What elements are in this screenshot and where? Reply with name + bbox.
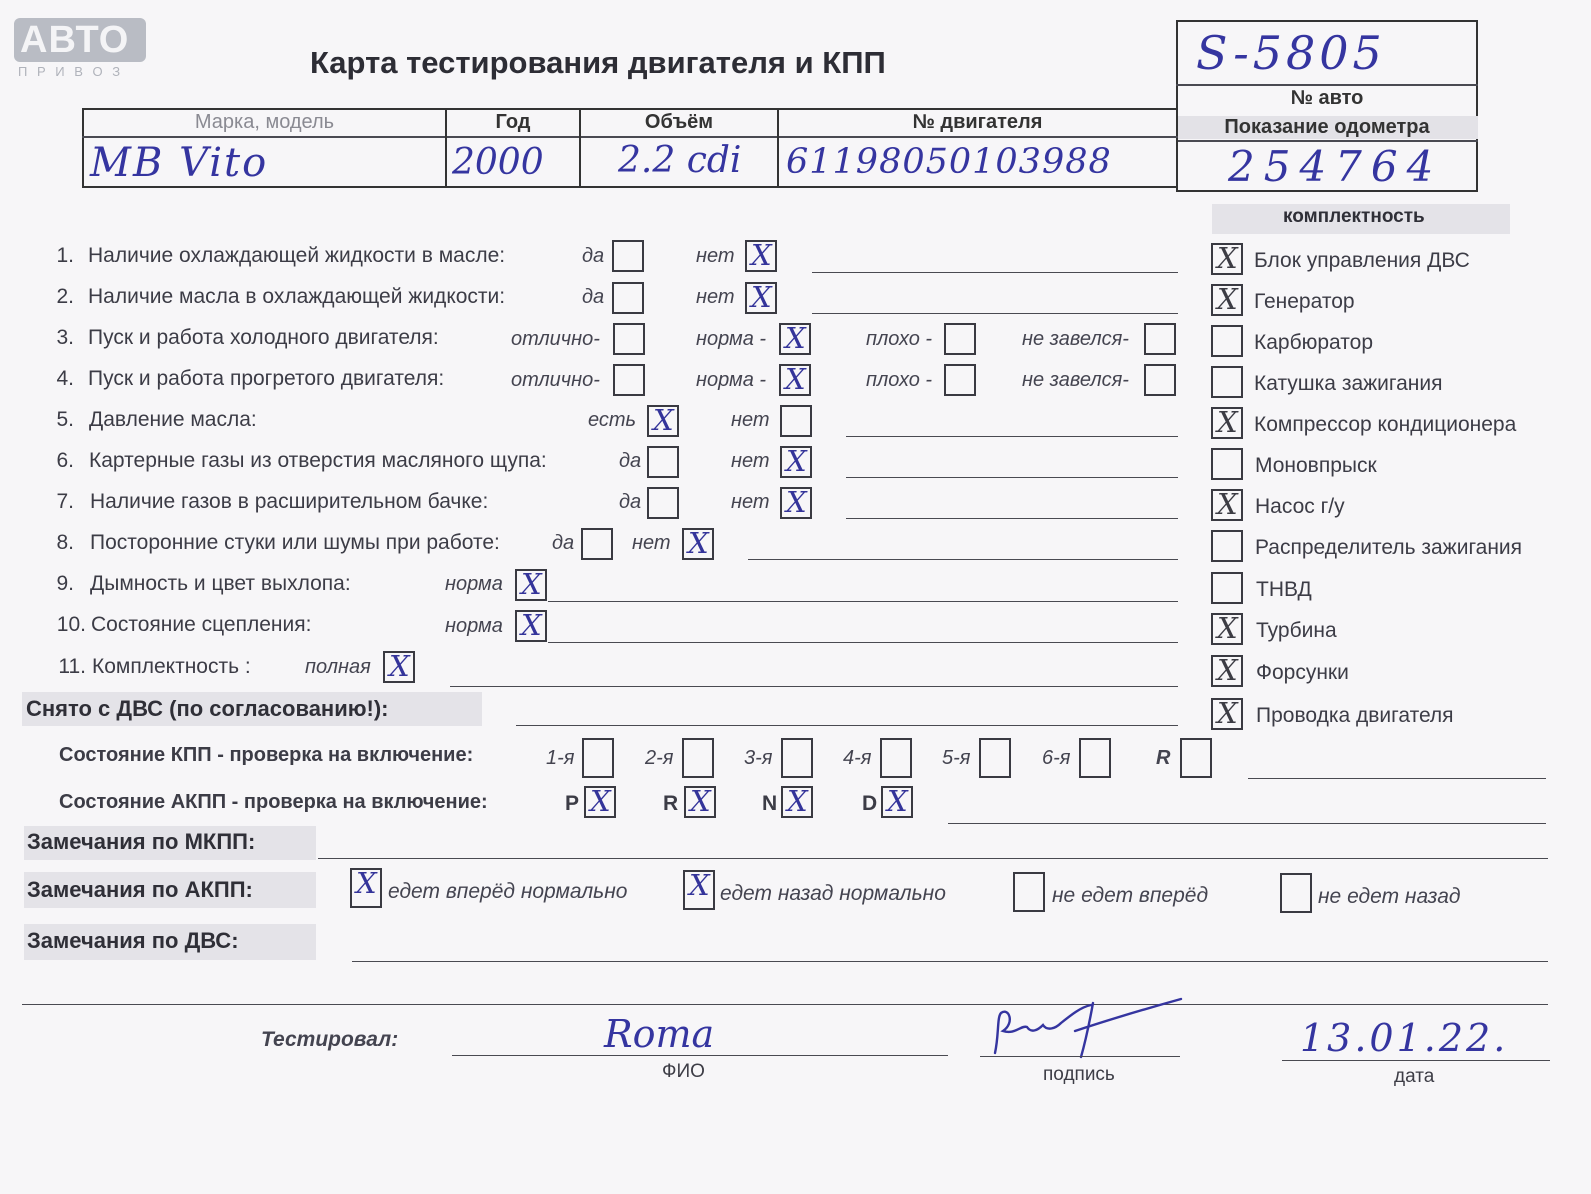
completeness-checkbox[interactable]	[1211, 530, 1243, 562]
signature	[985, 995, 1195, 1065]
checkbox-row5-no[interactable]	[780, 405, 812, 437]
checklist-label: Наличие масла в охлаждающей жидкости:	[88, 285, 506, 308]
akpp-option-checkbox-no-forward[interactable]	[1013, 872, 1045, 912]
option-label: да	[619, 450, 642, 472]
option-label: плохо -	[866, 369, 933, 391]
checklist-label: Пуск и работа холодного двигателя:	[88, 326, 439, 349]
mkpp-check-label: Состояние КПП - проверка на включение:	[59, 744, 474, 766]
checkbox-row3-normal[interactable]	[779, 323, 811, 355]
completeness-checkbox[interactable]	[1211, 407, 1243, 439]
date-caption: дата	[1394, 1066, 1435, 1087]
akpp-check-label: Состояние АКПП - проверка на включение:	[59, 791, 488, 813]
checkbox-row2-no[interactable]	[745, 282, 777, 314]
completeness-header: комплектность	[1283, 206, 1425, 227]
page-title: Карта тестирования двигателя и КПП	[310, 45, 886, 80]
checkbox-row5-yes[interactable]	[647, 405, 679, 437]
remarks-mkpp-label: Замечания по МКПП:	[27, 829, 256, 854]
completeness-label: Блок управления ДВС	[1254, 249, 1470, 272]
akpp-option-label: не едет назад	[1318, 885, 1461, 908]
gear-label: 1-я	[546, 747, 575, 769]
row-number: 4.	[56, 367, 74, 390]
akpp-gear-label: R	[663, 792, 679, 815]
checkbox-row3-excellent[interactable]	[613, 323, 645, 355]
completeness-checkbox[interactable]	[1211, 572, 1243, 604]
checklist-label: Дымность и цвет выхлопа:	[90, 572, 351, 595]
remarks-akpp-label: Замечания по АКПП:	[27, 877, 253, 902]
akpp-checkbox-n[interactable]	[781, 786, 813, 818]
gear-label: 6-я	[1042, 747, 1071, 769]
option-label: отлично-	[511, 369, 600, 391]
row-number: 10.	[56, 613, 86, 636]
value-volume: 2.2 cdi	[618, 140, 742, 181]
akpp-option-checkbox-forward-ok[interactable]	[350, 868, 382, 908]
gear-checkbox-2[interactable]	[682, 738, 714, 778]
header-engine-number: № двигателя	[912, 111, 1043, 133]
gear-checkbox-3[interactable]	[781, 738, 813, 778]
odometer-value: 254764	[1228, 142, 1443, 191]
completeness-checkbox[interactable]	[1211, 489, 1243, 521]
checkbox-row6-yes[interactable]	[647, 446, 679, 478]
option-label: норма	[445, 573, 503, 595]
checkbox-row7-no[interactable]	[780, 487, 812, 519]
checklist-label: Наличие охлаждающей жидкости в масле:	[88, 244, 506, 267]
checkbox-row1-yes[interactable]	[612, 240, 644, 272]
completeness-checkbox[interactable]	[1211, 284, 1243, 316]
checkbox-row8-no[interactable]	[682, 528, 714, 560]
auto-number-value: S-5805	[1196, 26, 1386, 80]
checkbox-row1-no[interactable]	[745, 240, 777, 272]
option-label: нет	[696, 245, 735, 267]
completeness-label: Катушка зажигания	[1254, 372, 1443, 395]
option-label: есть	[588, 409, 637, 431]
akpp-option-checkbox-reverse-ok[interactable]	[683, 870, 715, 910]
row-number: 11.	[58, 655, 86, 678]
gear-checkbox-1[interactable]	[582, 738, 614, 778]
completeness-label: Форсунки	[1256, 661, 1349, 684]
option-label: да	[582, 286, 605, 308]
option-label: норма -	[696, 369, 767, 391]
akpp-option-label: едет вперёд нормально	[388, 880, 628, 903]
header-year: Год	[495, 111, 531, 133]
checklist-label: Пуск и работа прогретого двигателя:	[88, 367, 445, 390]
option-label: отлично-	[511, 328, 600, 350]
checkbox-row4-normal[interactable]	[779, 364, 811, 396]
name-caption: ФИО	[662, 1061, 705, 1082]
completeness-label: Моновпрыск	[1255, 454, 1377, 477]
akpp-gear-label: D	[862, 792, 878, 815]
row-number: 9.	[56, 572, 74, 595]
header-make-model: Марка, модель	[194, 111, 335, 133]
checkbox-row11-full[interactable]	[383, 651, 415, 683]
checkbox-row7-yes[interactable]	[647, 487, 679, 519]
akpp-option-checkbox-no-reverse[interactable]	[1280, 873, 1312, 913]
completeness-label: Генератор	[1254, 290, 1355, 313]
row-number: 3.	[56, 326, 74, 349]
option-label: не завелся-	[1022, 328, 1129, 350]
row-number: 2.	[56, 285, 74, 308]
gear-checkbox-6[interactable]	[1079, 738, 1111, 778]
checkbox-row3-no-start[interactable]	[1144, 323, 1176, 355]
completeness-checkbox[interactable]	[1211, 655, 1243, 687]
row-number: 6.	[56, 449, 74, 472]
option-label: нет	[731, 450, 770, 472]
checkbox-row2-yes[interactable]	[612, 282, 644, 314]
completeness-checkbox[interactable]	[1211, 243, 1243, 275]
value-engine-number: 61198050103988	[786, 142, 1112, 182]
checkbox-row9-normal[interactable]	[515, 569, 547, 601]
checklist-label: Давление масла:	[89, 408, 257, 431]
completeness-checkbox[interactable]	[1211, 366, 1243, 398]
completeness-label: Карбюратор	[1254, 331, 1374, 354]
row-number: 7.	[56, 490, 74, 513]
tested-by-label: Тестировал:	[261, 1028, 399, 1051]
odometer-label: Показание одометра	[1176, 116, 1478, 139]
akpp-gear-label: N	[762, 792, 778, 815]
signature-caption: подпись	[1043, 1064, 1115, 1085]
option-label: нет	[731, 409, 770, 431]
logo-main-text: АВТО	[20, 19, 130, 61]
akpp-checkbox-d[interactable]	[881, 786, 913, 818]
checkbox-row4-no-start[interactable]	[1144, 364, 1176, 396]
completeness-label: Насос г/у	[1255, 495, 1345, 518]
option-label: полная	[305, 656, 371, 678]
option-label: да	[552, 532, 575, 554]
completeness-checkbox[interactable]	[1211, 448, 1243, 480]
test-date: 13.01.22.	[1300, 1016, 1509, 1060]
auto-number-label: № авто	[1290, 87, 1364, 109]
tester-name: Roma	[604, 1012, 715, 1056]
akpp-gear-label: P	[565, 792, 580, 815]
gear-label: 2-я	[645, 747, 674, 769]
gear-checkbox-r[interactable]	[1180, 738, 1212, 778]
checkbox-row4-excellent[interactable]	[613, 364, 645, 396]
gear-label: 5-я	[942, 747, 971, 769]
gear-label: 4-я	[843, 747, 872, 769]
completeness-label: Распределитель зажигания	[1255, 536, 1523, 559]
completeness-label: Проводка двигателя	[1256, 704, 1454, 727]
akpp-checkbox-p[interactable]	[584, 786, 616, 818]
akpp-option-label: едет назад нормально	[720, 882, 946, 905]
completeness-label: ТНВД	[1256, 578, 1312, 601]
checkbox-row4-bad[interactable]	[944, 364, 976, 396]
checklist-label: Комплектность :	[92, 655, 251, 678]
option-label: нет	[696, 286, 735, 308]
option-label: да	[619, 491, 642, 513]
akpp-option-label: не едет вперёд	[1052, 884, 1209, 907]
option-label: нет	[632, 532, 671, 554]
option-label: нет	[731, 491, 770, 513]
logo-sub-text: П Р И В О З	[18, 64, 124, 79]
remarks-dvs-label: Замечания по ДВС:	[27, 928, 239, 953]
akpp-checkbox-r[interactable]	[684, 786, 716, 818]
header-volume: Объём	[644, 111, 714, 133]
checklist-label: Посторонние стуки или шумы при работе:	[90, 531, 500, 554]
checkbox-row8-yes[interactable]	[581, 528, 613, 560]
completeness-label: Компрессор кондиционера	[1254, 413, 1517, 436]
option-label: плохо -	[866, 328, 933, 350]
row-number: 8.	[56, 531, 74, 554]
row-number: 1.	[56, 244, 74, 267]
option-label: не завелся-	[1022, 369, 1129, 391]
option-label: норма	[445, 615, 503, 637]
gear-label: R	[1156, 747, 1171, 769]
checklist-label: Состояние сцепления:	[91, 613, 312, 636]
value-make-model: MB Vito	[90, 140, 269, 186]
completeness-checkbox[interactable]	[1211, 698, 1243, 730]
option-label: норма -	[696, 328, 767, 350]
option-label: да	[582, 245, 605, 267]
removed-label: Снято с ДВС (по согласованию!):	[26, 696, 389, 721]
logo	[14, 18, 146, 62]
completeness-checkbox[interactable]	[1211, 325, 1243, 357]
checkbox-row10-normal[interactable]	[515, 610, 547, 642]
checkbox-row6-no[interactable]	[780, 446, 812, 478]
checkbox-row3-bad[interactable]	[944, 323, 976, 355]
checklist-label: Картерные газы из отверстия масляного щупа:	[89, 449, 547, 472]
gear-checkbox-4[interactable]	[880, 738, 912, 778]
gear-checkbox-5[interactable]	[979, 738, 1011, 778]
gear-label: 3-я	[744, 747, 773, 769]
completeness-checkbox[interactable]	[1211, 613, 1243, 645]
row-number: 5.	[56, 408, 74, 431]
checklist-label: Наличие газов в расширительном бачке:	[90, 490, 489, 513]
value-year: 2000	[452, 142, 544, 183]
completeness-label: Турбина	[1256, 619, 1337, 642]
